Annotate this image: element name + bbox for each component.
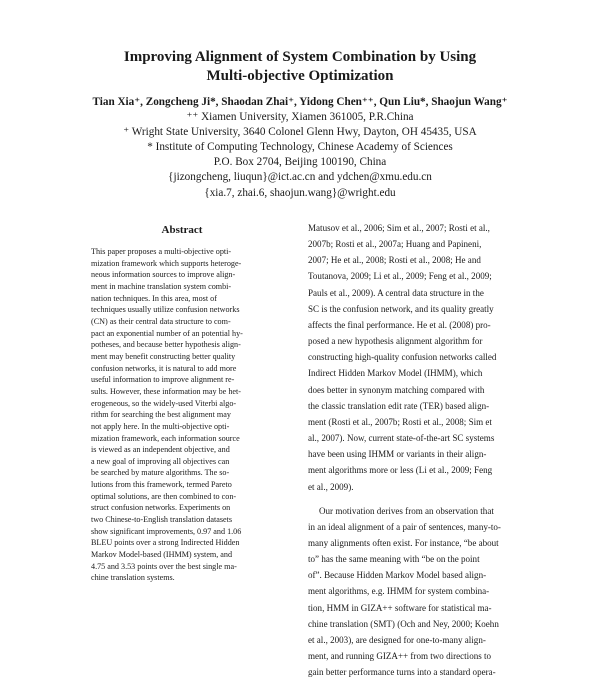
- body-line: affects the final performance. He et al. (2008) pro-: [308, 319, 491, 330]
- body-column: [308, 220, 518, 680]
- body-line: ment algorithms, e.g. IHMM for system combina-: [308, 586, 490, 597]
- abstract-line: confusion networks, it is natural to add more: [91, 363, 237, 373]
- abstract-line: struct confusion networks. Experiments on: [91, 503, 231, 513]
- affiliation-line: ⁺⁺ Xiamen University, Xiamen 361005, P.R.China: [186, 111, 414, 124]
- body-line: to” has the same meaning with “be on the point: [308, 554, 480, 565]
- abstract-line: mization framework which supports heteroge-: [91, 258, 242, 268]
- body-paragraph-2: [308, 503, 518, 680]
- body-line: Indirect Hidden Markov Model (IHMM), which: [308, 368, 483, 379]
- abstract-line: is viewed as an independent objective, and: [91, 445, 230, 455]
- abstract-line: This paper proposes a multi-objective opti-: [91, 247, 232, 256]
- abstract-line: rithm for searching the best alignment may: [91, 410, 231, 420]
- paper-title: [0, 48, 600, 86]
- body-line: SC is the confusion network, and its quality greatly: [308, 303, 494, 314]
- body-line: et al., 2003), are designed for one-to-many align-: [308, 634, 486, 645]
- body-line: does better in synonym matching compared with: [308, 384, 485, 395]
- abstract-line: be searched by mature algorithms. The so-: [91, 468, 230, 478]
- email-line: {xia.7, zhai.6, shaojun.wang}@wright.edu: [204, 186, 396, 199]
- body-line: Pauls et al., 2009). A central data structure in the: [308, 287, 484, 298]
- abstract-line: lutions from this framework, termed Pareto: [91, 480, 232, 490]
- body-line: Our motivation derives from an observation that: [319, 505, 494, 516]
- body-line: constructing high-quality confusion networks called: [308, 352, 497, 363]
- abstract-line: nation techniques. In this area, most of: [91, 293, 217, 303]
- paragraph-gap: [308, 495, 518, 503]
- body-line: 2007; He et al., 2008; Rosti et al., 2008; He and: [308, 255, 481, 266]
- body-line: gain better performance turns into a standard opera-: [308, 667, 496, 678]
- body-line: chine translation (SMT) (Och and Ney, 2000; Koehn: [308, 618, 499, 629]
- abstract-line: a new goal of improving all objectives can: [91, 456, 230, 466]
- abstract-line: ment may benefit constructing better quality: [91, 351, 236, 361]
- title-line: Improving Alignment of System Combination by Using: [123, 49, 477, 65]
- body-line: et al., 2009).: [308, 481, 354, 492]
- affiliation-line: P.O. Box 2704, Beijing 100190, China: [213, 156, 387, 169]
- body-line: ment, and running GIZA++ from two directions to: [308, 651, 492, 662]
- abstract-line: not apply here. In the multi-objective opti-: [91, 421, 230, 431]
- abstract-line: sults. However, these information may be het-: [91, 386, 241, 396]
- body-paragraph-1: [308, 220, 518, 495]
- author-names: Tian Xia⁺, Zongcheng Ji*, Shaodan Zhai⁺, Yidong Chen⁺⁺, Qun Liu*, Shaojun Wang⁺: [92, 96, 508, 108]
- abstract-heading: Abstract: [161, 224, 203, 236]
- abstract-line: mization framework, each information source: [91, 433, 240, 443]
- body-line: the classic translation edit rate (TER) based align-: [308, 400, 490, 411]
- abstract-line: erogeneous, so the widely-used Viterbi algo-: [91, 398, 237, 408]
- body-line: many alignments often exist. For instance, “be about: [308, 537, 499, 548]
- abstract-line: show significant improvements, 0.97 and 1.06: [91, 526, 242, 536]
- body-line: posed a new hypothesis alignment algorithm for: [308, 336, 483, 347]
- body-line: of”. Because Hidden Markov Model based align-: [308, 570, 487, 581]
- abstract-line: 4.75 and 3.53 points over the best single ma-: [91, 561, 237, 571]
- abstract-body: [91, 246, 273, 584]
- abstract-line: (CN) as their central data structure to com-: [91, 316, 231, 326]
- body-line: Toutanova, 2009; Li et al., 2009; Feng et al., 2009;: [308, 271, 492, 282]
- body-line: tion, HMM in GIZA++ software for statistical ma-: [308, 602, 492, 613]
- abstract-line: chine translation systems.: [91, 573, 175, 583]
- abstract-line: Markov Model-based (IHMM) system, and: [91, 550, 233, 560]
- abstract-line: pact an exponential number of an potential hy-: [91, 328, 243, 338]
- abstract-line: optimal solutions, are then combined to con-: [91, 491, 237, 501]
- abstract-line: neous information sources to improve align-: [91, 270, 236, 280]
- body-line: al., 2007). Now, current state-of-the-art SC systems: [308, 433, 495, 444]
- affiliation-line: * Institute of Computing Technology, Chinese Academy of Sciences: [147, 141, 453, 154]
- affiliation-line: ⁺ Wright State University, 3640 Colonel Glenn Hwy, Dayton, OH 45435, USA: [123, 126, 477, 139]
- abstract-line: ment in machine translation system combi-: [91, 281, 232, 291]
- author-block: [0, 95, 600, 201]
- body-line: Matusov et al., 2006; Sim et al., 2007; Rosti et al.,: [308, 223, 490, 233]
- body-line: 2007b; Rosti et al., 2007a; Huang and Papineni,: [308, 239, 482, 250]
- body-line: have been using IHMM or variants in their align-: [308, 449, 487, 460]
- body-line: in an ideal alignment of a pair of sentences, many-to-: [308, 521, 501, 532]
- abstract-line: useful information to improve alignment re-: [91, 375, 235, 385]
- abstract-line: potheses, and because better hypothesis align-: [91, 340, 241, 350]
- abstract-line: techniques usually utilize confusion networks: [91, 305, 240, 315]
- abstract-line: BLEU points over a strong Indirected Hidden: [91, 538, 240, 548]
- abstract-line: two Chinese-to-English translation datasets: [91, 515, 233, 525]
- title-line: Multi-objective Optimization: [206, 68, 394, 84]
- body-line: ment algorithms more or less (Li et al., 2009; Feng: [308, 465, 493, 476]
- email-line: {jizongcheng, liuqun}@ict.ac.cn and ydchen@xmu.edu.cn: [168, 171, 432, 184]
- body-line: ment (Rosti et al., 2007b; Rosti et al., 2008; Sim et: [308, 416, 492, 427]
